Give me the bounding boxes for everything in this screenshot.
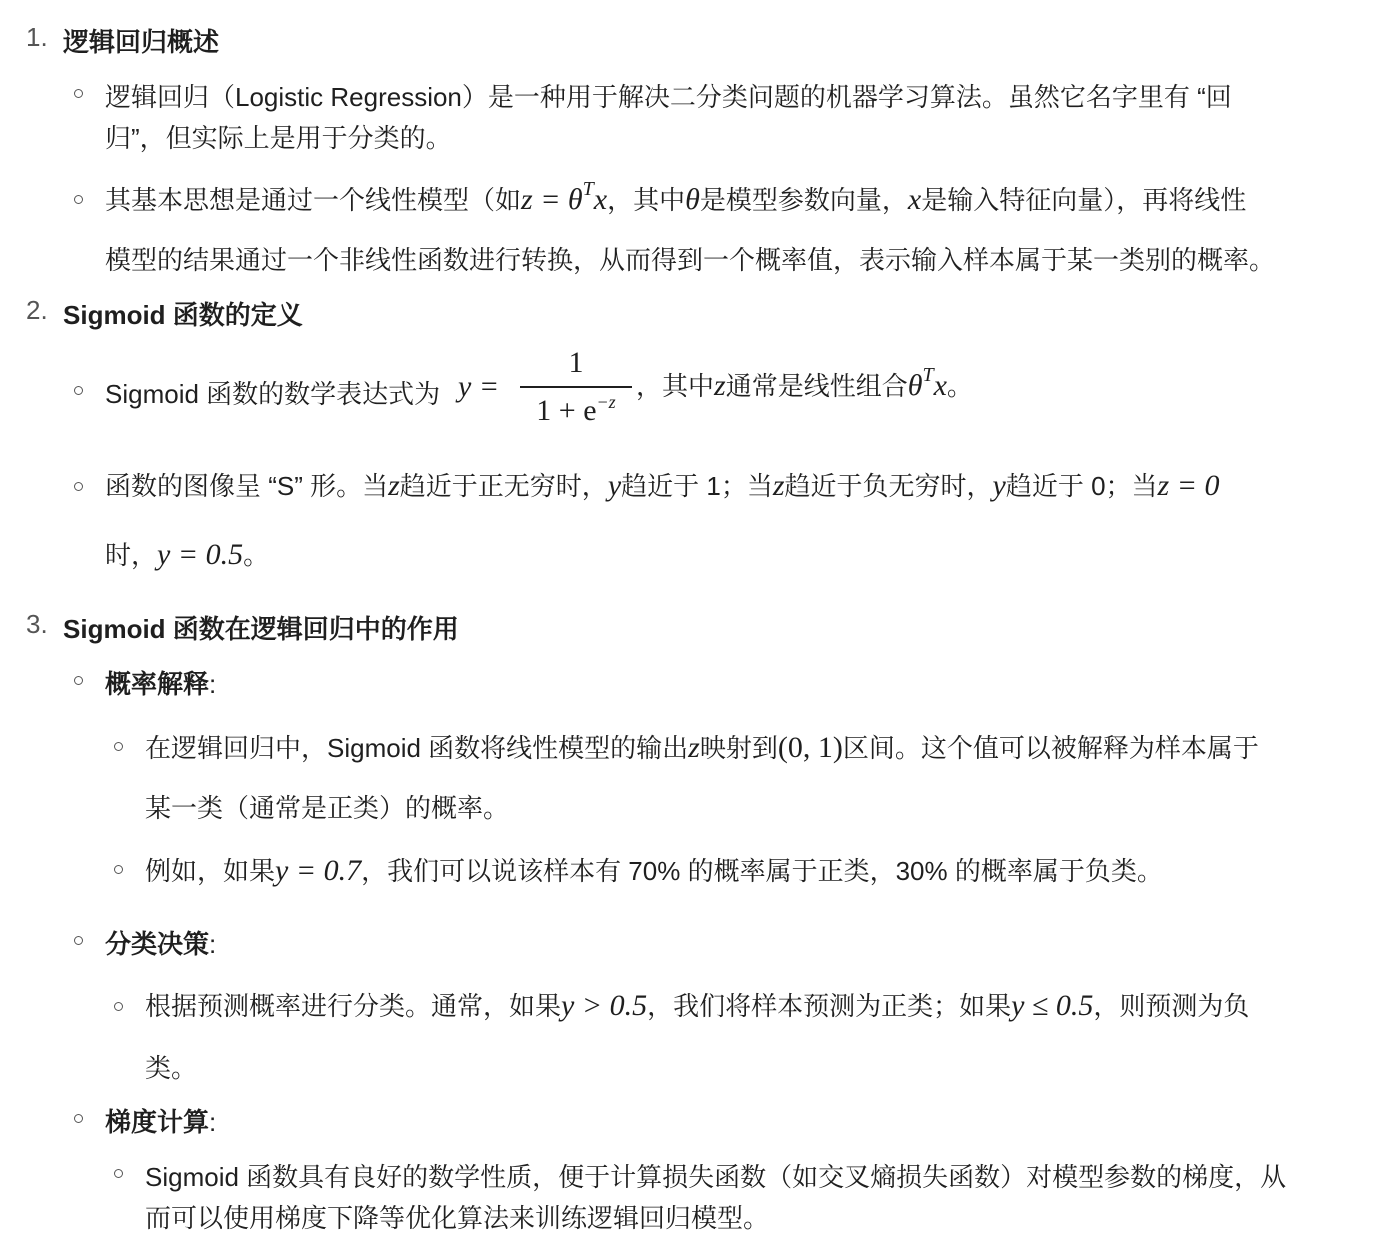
paragraph-text: ，其中z通常是线性组合$\theta^Tx$。: [636, 364, 973, 402]
section-number: 3.: [26, 609, 48, 639]
bullet-icon: [114, 1169, 123, 1178]
paragraph-line: 模型的结果通过一个非线性函数进行转换，从而得到一个概率值，表示输入样本属于某一类别的概率。: [105, 245, 1276, 275]
subsection-heading: 概率解释:: [105, 669, 217, 699]
paragraph-line: 类。: [145, 1053, 198, 1083]
paragraph-line: 其基本思想是通过一个线性模型（如$z = \theta^Tx$，其中θ是模型参数向量，x是输入特征向量），再将线性: [105, 178, 1247, 216]
bullet-icon: [114, 865, 123, 874]
paragraph-line: 某一类（通常是正类）的概率。: [145, 793, 510, 823]
section-title: 逻辑回归概述: [63, 27, 220, 57]
bullet-icon: [74, 1114, 83, 1123]
bullet-icon: [74, 386, 83, 395]
section-number: 1.: [26, 22, 48, 52]
paragraph-line: 在逻辑回归中，Sigmoid 函数将线性模型的输出z映射到(0, 1)区间。这个值可以被解释为样本属于: [145, 731, 1259, 764]
bullet-icon: [74, 936, 83, 945]
bullet-icon: [74, 195, 83, 204]
section-title: Sigmoid 函数在逻辑回归中的作用: [63, 614, 459, 644]
paragraph-line: 例如，如果y = 0.7，我们可以说该样本有 70% 的概率属于正类，30% 的概率属于负类。: [145, 854, 1163, 887]
math-expression: y =: [458, 370, 500, 403]
paragraph-line: 而可以使用梯度下降等优化算法来训练逻辑回归模型。: [145, 1203, 770, 1233]
paragraph-text: Sigmoid 函数的数学表达式为: [105, 379, 441, 409]
fraction-numerator: 1: [568, 346, 584, 379]
fraction-denominator: $1 + e^{-z}$: [536, 392, 616, 427]
bullet-icon: [114, 742, 123, 751]
bullet-icon: [114, 1002, 123, 1011]
paragraph-line: 根据预测概率进行分类。通常，如果y > 0.5，我们将样本预测为正类；如果y ≤ 0.5，则预测为负: [145, 989, 1250, 1022]
paragraph-line: 逻辑回归（Logistic Regression）是一种用于解决二分类问题的机器学习算法。虽然它名字里有 “回: [105, 82, 1232, 112]
bullet-icon: [74, 482, 83, 491]
section-title: Sigmoid 函数的定义: [63, 300, 303, 330]
subsection-heading: 梯度计算:: [105, 1107, 217, 1137]
section-number: 2.: [26, 295, 48, 325]
bullet-icon: [74, 89, 83, 98]
paragraph-line: Sigmoid 函数具有良好的数学性质，便于计算损失函数（如交叉熵损失函数）对模型参数的梯度，从: [145, 1162, 1287, 1192]
paragraph-line: 函数的图像呈 “S” 形。当z趋近于正无穷时，y趋近于 1；当z趋近于负无穷时，y趋近于 0；当z = 0: [105, 469, 1220, 502]
paragraph-line: 归”，但实际上是用于分类的。: [105, 123, 452, 153]
subsection-heading: 分类决策:: [105, 929, 217, 959]
paragraph-line: 时，y = 0.5。: [105, 538, 270, 571]
bullet-icon: [74, 676, 83, 685]
fraction-bar: [520, 386, 632, 388]
